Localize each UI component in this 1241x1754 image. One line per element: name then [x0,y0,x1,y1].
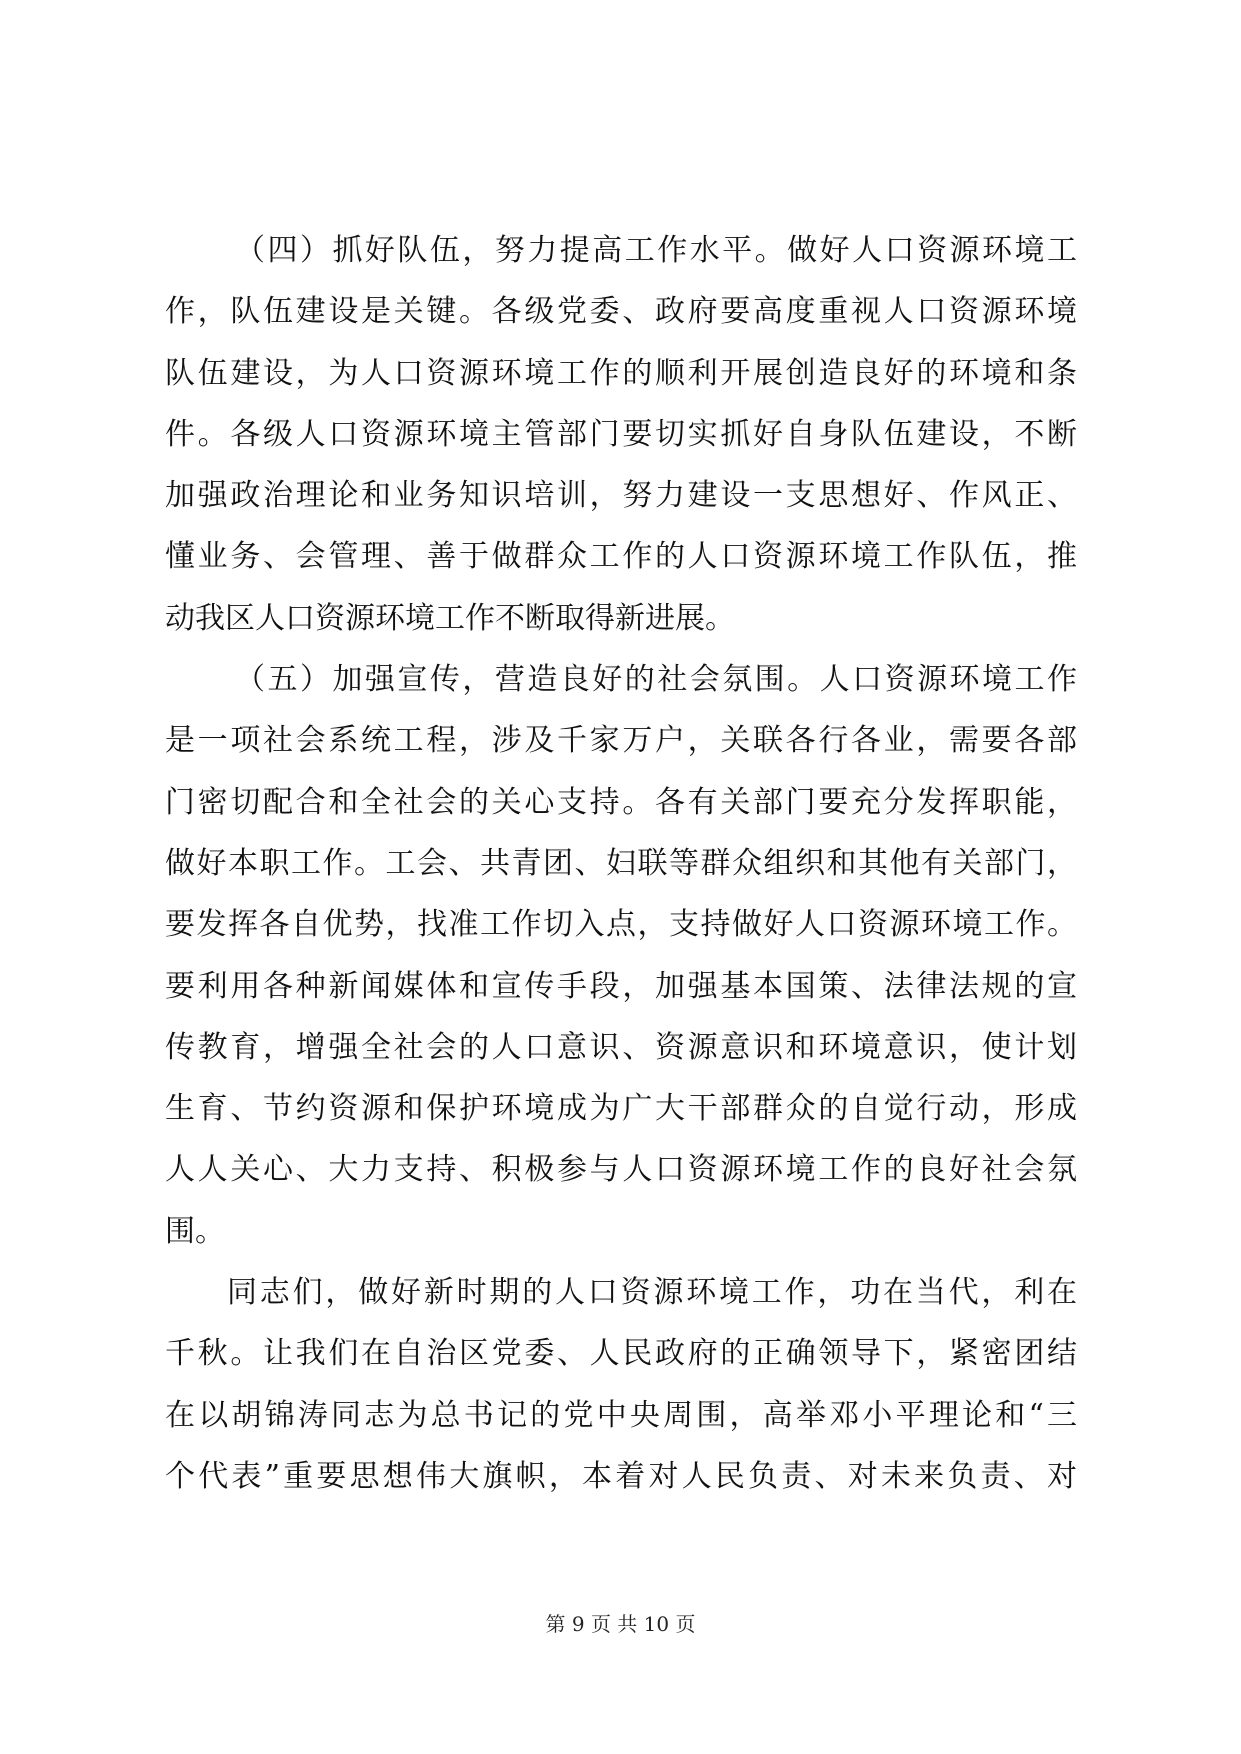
body-text [165,220,1077,1507]
paragraph-4-line-7: 动我区人口资源环境工作不断取得新进展。 [165,600,735,636]
page-footer: 第 9 页 共 10 页 [545,1612,696,1636]
paragraph-5-line-8: 生育、节约资源和保护环境成为广大干部群众的自觉行动，形成 [165,1091,1077,1127]
paragraph-5-line-6: 要利用各种新闻媒体和宣传手段，加强基本国策、法律法规的宣 [165,968,1077,1004]
paragraph-5-line-4: 做好本职工作。工会、共青团、妇联等群众组织和其他有关部门， [165,845,1077,881]
paragraph-4-line-3: 队伍建设，为人口资源环境工作的顺利开展创造良好的环境和条 [165,355,1077,391]
paragraph-5-line-3: 门密切配合和全社会的关心支持。各有关部门要充分发挥职能， [165,784,1077,820]
paragraph-6-line-2: 千秋。让我们在自治区党委、人民政府的正确领导下，紧密团结 [165,1336,1077,1372]
paragraph-6-line-4: 个代表”重要思想伟大旗帜，本着对人民负责、对未来负责、对 [165,1458,1077,1494]
paragraph-5-line-5: 要发挥各自优势，找准工作切入点，支持做好人口资源环境工作。 [165,907,1077,943]
paragraph-4-line-5: 加强政治理论和业务知识培训，努力建设一支思想好、作风正、 [165,478,1077,514]
paragraph-5-line-9: 人人关心、大力支持、积极参与人口资源环境工作的良好社会氛 [165,1152,1077,1188]
paragraph-5-line-1: （五）加强宣传，营造良好的社会氛围。人口资源环境工作 [235,662,1077,698]
paragraph-4-line-4: 件。各级人口资源环境主管部门要切实抓好自身队伍建设，不断 [165,416,1077,452]
paragraph-5-line-2: 是一项社会系统工程，涉及千家万户，关联各行各业，需要各部 [165,723,1077,759]
paragraph-5-line-10: 围。 [165,1213,225,1249]
paragraph-4-line-6: 懂业务、会管理、善于做群众工作的人口资源环境工作队伍，推 [165,539,1077,575]
paragraph-4-line-2: 作，队伍建设是关键。各级党委、政府要高度重视人口资源环境 [165,294,1077,330]
paragraph-6-line-1: 同志们，做好新时期的人口资源环境工作，功在当代，利在 [227,1275,1077,1311]
paragraph-4-line-1: （四）抓好队伍，努力提高工作水平。做好人口资源环境工 [235,233,1077,268]
paragraph-5-line-7: 传教育，增强全社会的人口意识、资源意识和环境意识，使计划 [165,1029,1077,1065]
paragraph-6-line-3: 在以胡锦涛同志为总书记的党中央周围，高举邓小平理论和“三 [165,1397,1077,1433]
